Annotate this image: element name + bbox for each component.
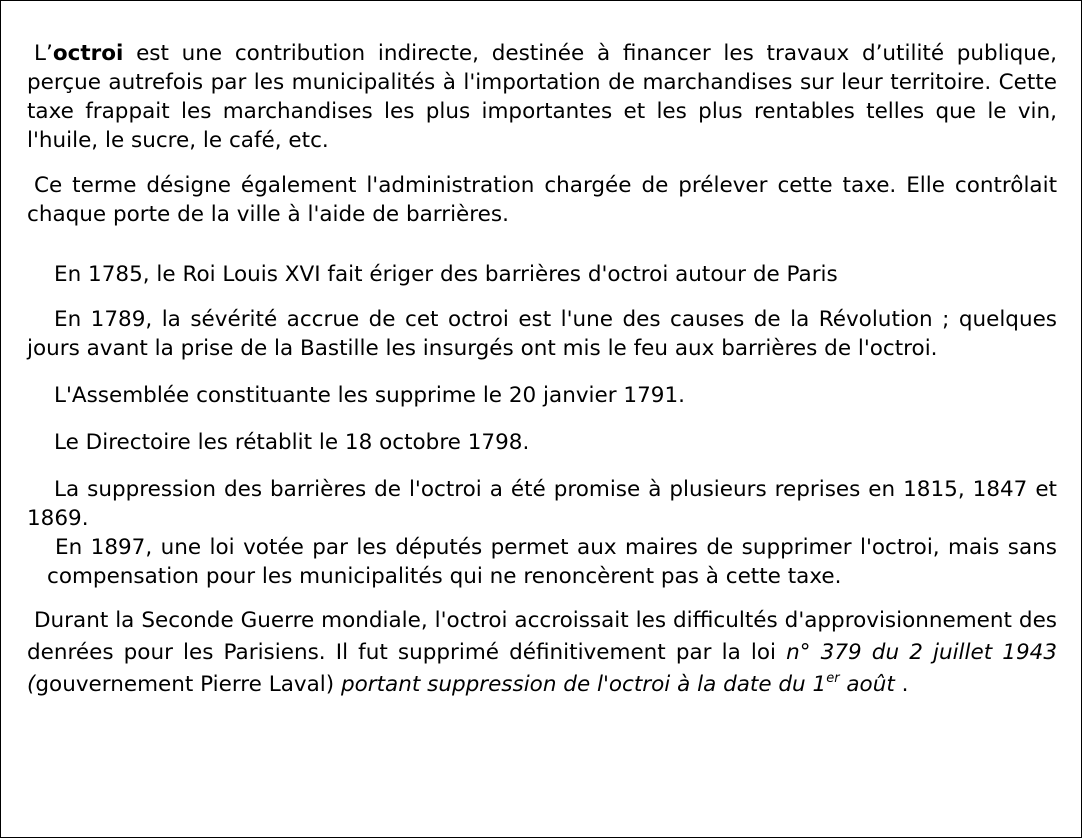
term-octroi: octroi bbox=[52, 41, 124, 66]
document-body bbox=[27, 39, 1057, 701]
paragraph-1785: En 1785, le Roi Louis XVI fait ériger des barrières d'octroi autour de Paris bbox=[54, 262, 838, 287]
definition-lead: L’ bbox=[34, 41, 53, 66]
paragraph-1789: En 1789, la sévérité accrue de cet octroi est l'une des causes de la Révolution ; quelques jours avant la prise de la Bastille les insurgés ont mis le feu aux barrières de l'octroi. bbox=[27, 307, 1057, 361]
law-title-month: août bbox=[839, 672, 895, 697]
law-title bbox=[341, 672, 895, 697]
definition-text: est une contribution indirecte, destinée à financer les travaux d’utilité publique, perçue autrefois par les municipalités à l'importation de marchandises sur leur territoire. Cette taxe frappait les marchandises les plus importantes et les plus rentables telles que le vin, l'huile, le sucre, le café, etc. bbox=[27, 41, 1057, 153]
paragraph-definition bbox=[27, 39, 1057, 155]
ordinal-superscript: er bbox=[826, 671, 840, 686]
paragraph-1791: L'Assemblée constituante les supprime le 20 janvier 1791. bbox=[54, 383, 685, 408]
law-title-text: portant suppression de l'octroi à la date du 1 bbox=[340, 672, 827, 697]
paragraph-suppression-promises: La suppression des barrières de l'octroi a été promise à plusieurs reprises en 1815, 1847 et 1869. bbox=[27, 477, 1057, 531]
law-reference: n° 379 du 2 juillet 1943 ( bbox=[27, 640, 1058, 697]
paragraph-administration: Ce terme désigne également l'administration chargée de prélever cette taxe. Elle contrôlait chaque porte de la ville à l'aide de barrières. bbox=[27, 173, 1057, 227]
government-text: gouvernement Pierre Laval) bbox=[35, 672, 341, 697]
paragraph-1943 bbox=[27, 605, 1057, 701]
paragraph-1798: Le Directoire les rétablit le 18 octobre 1798. bbox=[54, 430, 530, 455]
closing-period: . bbox=[894, 672, 909, 697]
wartime-text: Durant la Seconde Guerre mondiale, l'octroi accroissait les difficultés d'approvisionnement des denrées pour les Parisiens. Il fut supprimé définitivement par la loi bbox=[27, 608, 1057, 665]
paragraph-1897: En 1897, une loi votée par les députés permet aux maires de supprimer l'octroi, mais sans compensation pour les municipalités qui ne renoncèrent pas à cette taxe. bbox=[47, 535, 1057, 589]
